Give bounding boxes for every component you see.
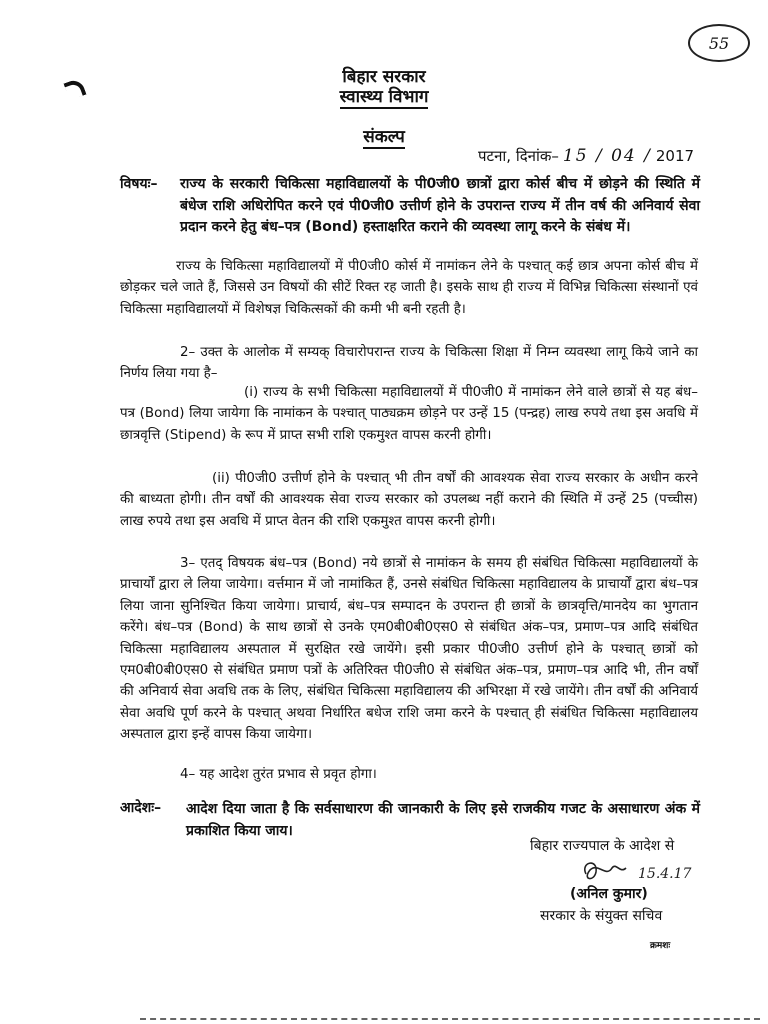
order-label: आदेशः– [120,800,162,816]
department-name-text: स्वास्थ्य विभाग [339,87,429,107]
order-text: आदेश दिया जाता है कि सर्वसाधारण की जानकारी के लिए इसे राजकीय गजट के असाधारण अंक में प्रकाशित किया जाय। [186,801,700,839]
continued-marker: क्रमशः [650,941,671,951]
subject-text: राज्य के सरकारी चिकित्सा महाविद्यालयों के पी0जी0 छात्रों द्वारा कोर्स बीच में छोड़ने की स्थिति में बंधेज राशि अधिरोपित करने एवं पी0जी0 उत्तीर्ण होने के उपरान्त राज्य में तीन वर्ष की अनिवार्य सेवा प्रदान करने हेतु बंध–पत्र (Bond) हस्ताक्षरित कराने की व्यवस्था लागू करने के संबंध में। [180,176,700,235]
paragraph-2-ii: (ii) पी0जी0 उत्तीर्ण होने के पश्चात् भी तीन वर्षों की आवश्यक सेवा राज्य सरकार के अधीन करने की बाध्यता होगी। तीन वर्षों की आवश्यक सेवा राज्य सरकार को उपलब्ध नहीं कराने की स्थिति में उन्हें 25 (पच्चीस) लाख रुपये तथा इस अवधि में प्राप्त वेतन की राशि एकमुश्त वापस करनी होगी। [120,471,698,529]
date-year: 2017 [655,147,695,165]
page-number-circle [688,24,750,62]
department-name [0,84,768,107]
signing-authority: बिहार राज्यपाल के आदेश से [530,838,675,854]
subject-label: विषयः– [120,176,158,192]
page-number: 55 [708,33,730,53]
date-handwritten: 15 / 04 / [562,146,652,166]
paragraph-1: राज्य के चिकित्सा महाविद्यालयों में पी0जी0 कोर्स में नामांकन लेने के पश्चात् कई छात्र अपना कोर्स बीच में छोड़कर चले जाते हैं, जिससे उन विषयों की सीटें रिक्त रह जाती है। इसके साथ ही राज्य में विभिन्न चिकित्सा संस्थानों एवं चिकित्सा महाविद्यालयों में विशेषज्ञ चिकित्सकों की कमी भी बनी रहती है। [120,259,698,317]
signatory-name: (अनिल कुमार) [570,886,648,902]
resolution-heading [0,124,768,147]
bottom-scan-edge [140,1018,760,1023]
paragraph-2: 2– उक्त के आलोक में सम्यक् विचारोपरान्त राज्य के चिकित्सा शिक्षा में निम्न व्यवस्था लागू किये जाने का निर्णय लिया गया है– [120,345,698,382]
signature-date: 15.4.17 [638,866,692,882]
resolution-heading-text: संकल्प [363,127,405,147]
paragraph-3: 3– एतद् विषयक बंध–पत्र (Bond) नये छात्रों से नामांकन के समय ही संबंधित चिकित्सा महाविद्यालयों के प्राचार्यों द्वारा ले लिया जायेगा। वर्त्तमान में जो नामांकित हैं, उनसे संबंधित चिकित्सा महाविद्यालय के प्राचार्यों द्वारा बंध–पत्र लिया जाना सुनिश्चित किया जायेगा। प्राचार्य, बंध–पत्र सम्पादन के उपरान्त ही छात्रों के छात्रवृत्ति/मानदेय का भुगतान करेंगे। बंध–पत्र (Bond) के साथ छात्रों से उनके एम0बी0बी0एस0 से संबंधित अंक–पत्र, प्रमाण–पत्र आदि संबंधित चिकित्सा महाविद्यालय अस्पताल में सुरक्षित रखे जायेंगे। इसी प्रकार पी0जी0 उत्तीर्ण होने के पश्चात् छात्रों को एम0बी0बी0एस0 से संबंधित प्रमाण पत्रों के अतिरिक्त पी0जी0 से संबंधित अंक–पत्र, प्रमाण–पत्र आदि भी, तीन वर्षों की अनिवार्य सेवा अवधि तक के लिए, संबंधित चिकित्सा महाविद्यालय की अभिरक्षा में रखे जायेंगे। तीन वर्षों की अनिवार्य सेवा अवधि पूर्ण करने के पश्चात् अथवा निर्धारित बधेज राशि जमा करने के पश्चात् ही संबंधित चिकित्सा महाविद्यालय अस्पताल द्वारा इन्हें वापस किया जायेगा। [120,556,698,743]
government-name: बिहार सरकार [342,67,426,87]
date-prefix: पटना, दिनांक– [478,147,559,165]
signatory-designation: सरकार के संयुक्त सचिव [540,908,663,924]
paragraph-2-i: (i) राज्य के सभी चिकित्सा महाविद्यालयों में पी0जी0 में नामांकन लेने वाले छात्रों से यह बंध–पत्र (Bond) लिया जायेगा कि नामांकन के पश्चात् पाठ्यक्रम छोड़ने पर उन्हें 15 (पन्द्रह) लाख रुपये तथा इस अवधि में छात्रवृत्ति (Stipend) के रूप में प्राप्त सभी राशि एकमुश्त वापस करनी होगी। [120,385,698,443]
paragraph-4: 4– यह आदेश तुरंत प्रभाव से प्रवृत होगा। [180,767,377,782]
date-line [478,146,694,166]
